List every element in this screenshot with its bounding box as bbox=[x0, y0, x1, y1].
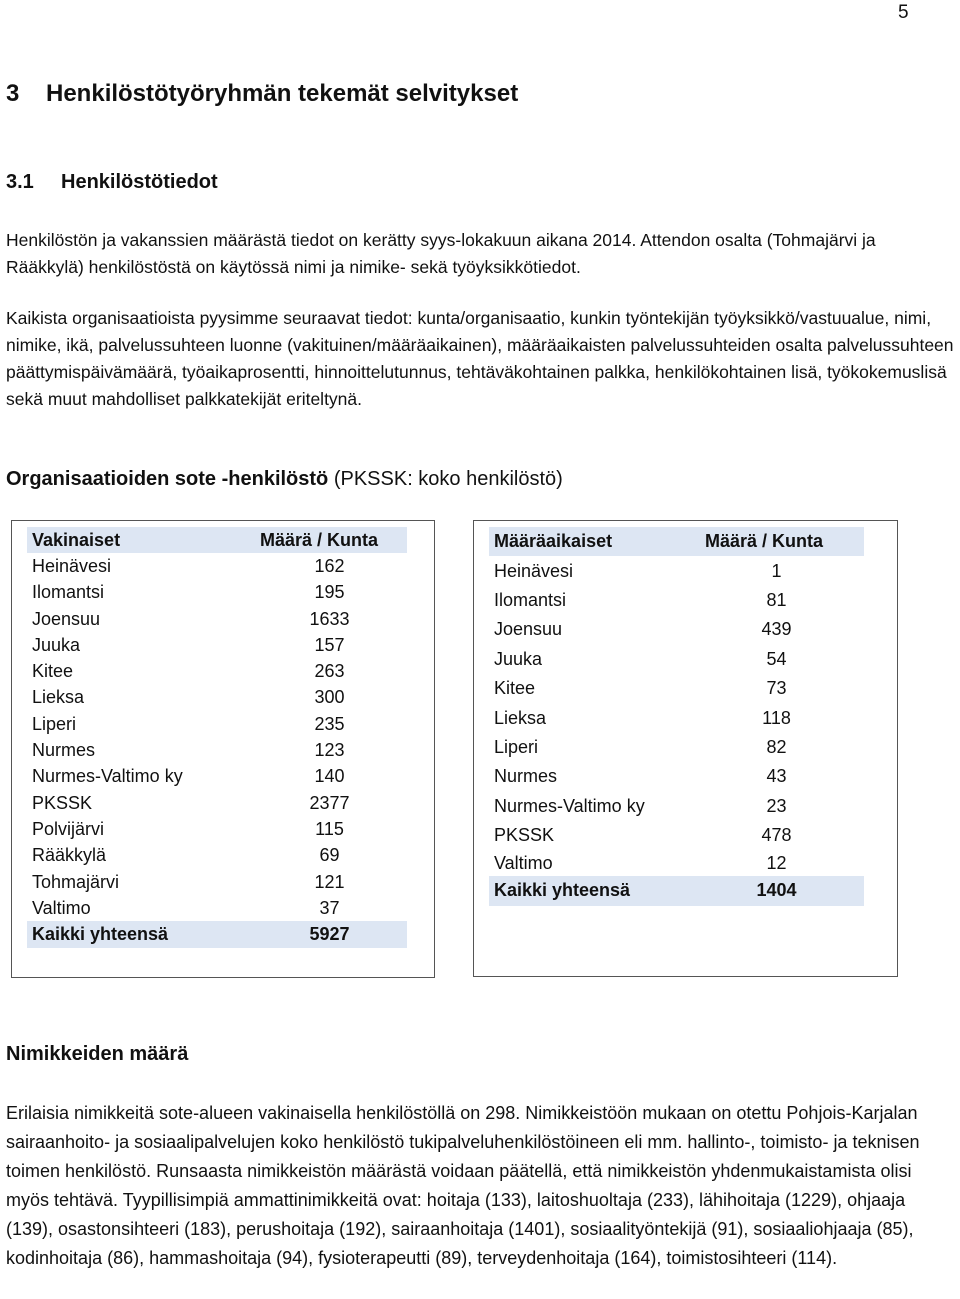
intro-paragraph: Henkilöstön ja vakanssien määrästä tiedot on kerätty syys-lokakuun aikana 2014. Attendon osalta (Tohmajärvi ja Rääkkylä) henkilöstöstä on käytössä nimi ja nimike- sekä työyksikkötiedot. bbox=[6, 230, 876, 277]
count-cell: 115 bbox=[315, 818, 344, 839]
count-cell: 118 bbox=[762, 707, 791, 728]
municipality-cell: Joensuu bbox=[494, 619, 563, 640]
table-total-row bbox=[27, 921, 407, 947]
count-cell: 121 bbox=[314, 871, 345, 892]
permanent-staff-table bbox=[27, 527, 407, 948]
count-cell: 73 bbox=[766, 678, 787, 699]
fixed-term-staff-table bbox=[489, 527, 864, 906]
chapter-number: 3 bbox=[6, 80, 20, 107]
table-row bbox=[27, 580, 407, 606]
job-titles-heading: Nimikkeiden määrä bbox=[6, 1043, 189, 1065]
count-cell: 5927 bbox=[309, 924, 350, 945]
table-row bbox=[27, 816, 407, 842]
municipality-cell: Määräaikaiset bbox=[494, 531, 613, 552]
municipality-cell: Nurmes-Valtimo ky bbox=[32, 766, 183, 787]
table-row bbox=[489, 850, 864, 876]
municipality-cell: Vakinaiset bbox=[32, 529, 121, 550]
municipality-cell: Kaikki yhteensä bbox=[494, 880, 631, 901]
table-row bbox=[27, 553, 407, 579]
count-cell: 54 bbox=[766, 648, 787, 669]
count-cell: 123 bbox=[314, 740, 345, 761]
staff-section-title-bold: Organisaatioiden sote -henkilöstö bbox=[6, 468, 329, 490]
staff-section-title-note: (PKSSK: koko henkilöstö) bbox=[328, 468, 563, 490]
table-row bbox=[27, 606, 407, 632]
count-cell: 235 bbox=[314, 713, 345, 734]
municipality-cell: Nurmes-Valtimo ky bbox=[494, 795, 645, 816]
count-cell: 12 bbox=[766, 852, 787, 873]
table-total-row bbox=[489, 876, 864, 905]
count-cell: 1404 bbox=[756, 880, 797, 901]
municipality-cell: PKSSK bbox=[32, 792, 93, 813]
count-cell: 81 bbox=[766, 589, 787, 610]
table-row bbox=[27, 790, 407, 816]
municipality-cell: Ilomantsi bbox=[32, 582, 105, 603]
municipality-cell: Tohmajärvi bbox=[32, 871, 120, 892]
municipality-cell: Juuka bbox=[494, 648, 543, 669]
municipality-cell: PKSSK bbox=[494, 825, 555, 846]
count-cell: 162 bbox=[314, 555, 345, 576]
table-row bbox=[27, 869, 407, 895]
table-row bbox=[489, 762, 864, 791]
municipality-cell: Lieksa bbox=[494, 707, 547, 728]
table-row bbox=[27, 737, 407, 763]
count-cell: 1633 bbox=[309, 608, 350, 629]
table-row bbox=[27, 843, 407, 869]
municipality-cell: Nurmes bbox=[494, 766, 558, 787]
table-row bbox=[489, 586, 864, 615]
count-cell: 300 bbox=[314, 687, 345, 708]
count-cell: 82 bbox=[766, 736, 787, 757]
section-number: 3.1 bbox=[6, 171, 34, 193]
municipality-cell: Kaikki yhteensä bbox=[32, 924, 169, 945]
count-cell: 37 bbox=[319, 897, 340, 918]
data-fields-paragraph: Kaikista organisaatioista pyysimme seuraavat tiedot: kunta/organisaatio, kunkin työntekijän työyksikkö/vastuualue, nimi, nimike, ikä, palvelussuhteen luonne (vakituinen/määräaikainen), määräaikaisten palvelussuhteiden osalta palvelussuhteen päättymispäivämäärä, työaikaprosentti, hinnoittelutunnus, tehtäväkohtainen palkka, henkilökohtainen lisä, työkokemuslisä sekä muut mahdolliset palkkatekijät eriteltynä. bbox=[6, 308, 954, 409]
table-row bbox=[489, 703, 864, 732]
count-cell: 157 bbox=[314, 634, 345, 655]
municipality-cell: Nurmes bbox=[32, 740, 96, 761]
table-row bbox=[27, 711, 407, 737]
municipality-cell: Joensuu bbox=[32, 608, 101, 629]
table-row bbox=[489, 615, 864, 644]
chapter-heading bbox=[6, 80, 518, 108]
table-row bbox=[27, 632, 407, 658]
count-cell: 23 bbox=[766, 795, 787, 816]
section-heading-title: Henkilöstötiedot bbox=[61, 171, 218, 193]
chapter-title: Henkilöstötyöryhmän tekemät selvitykset bbox=[46, 80, 519, 107]
municipality-cell: Kitee bbox=[494, 678, 536, 699]
count-cell: 140 bbox=[314, 766, 345, 787]
table-header-row bbox=[27, 527, 407, 553]
count-cell: 1 bbox=[771, 560, 782, 581]
count-cell: 2377 bbox=[309, 792, 350, 813]
table-row bbox=[489, 733, 864, 762]
section-heading bbox=[6, 171, 218, 194]
municipality-cell: Ilomantsi bbox=[494, 589, 567, 610]
municipality-cell: Rääkkylä bbox=[32, 845, 107, 866]
table-row bbox=[489, 821, 864, 850]
job-titles-paragraph: Erilaisia nimikkeitä sote-alueen vakinaisella henkilöstöllä on 298. Nimikkeistöön mukaan on otettu Pohjois-Karjalan sairaanhoito- ja sosiaalipalvelujen koko henkilöstö tukipalveluhenkilöstöineen eli mm. hallinto-, toimisto- ja teknisen toimen henkilöstö. Runsaasta nimikkeistön määrästä voidaan päätellä, että nimikkeistön yhdenmukaistamista olisi myös tehtävä. Tyypillisimpiä ammattinimikkeitä ovat: hoitaja (133), laitoshuoltaja (233), lähihoitaja (1229), ohjaaja (139), osastonsihteeri (183), perushoitaja (192), sairaanhoitaja (1401), sosiaalityöntekijä (91), sosiaaliohjaaja (85), kodinhoitaja (86), hammashoitaja (94), fysioterapeutti (89), terveydenhoitaja (164), toimistosihteeri (114). bbox=[6, 1103, 920, 1268]
table-header-row bbox=[489, 527, 864, 556]
count-cell: 69 bbox=[319, 845, 340, 866]
municipality-cell: Liperi bbox=[32, 713, 77, 734]
municipality-cell: Heinävesi bbox=[494, 560, 574, 581]
page-number: 5 bbox=[898, 2, 909, 23]
municipality-cell: Liperi bbox=[494, 736, 539, 757]
table-row bbox=[27, 895, 407, 921]
table-row bbox=[27, 764, 407, 790]
table-row bbox=[489, 556, 864, 585]
count-cell: 439 bbox=[761, 619, 792, 640]
count-cell: 43 bbox=[766, 766, 787, 787]
count-cell: Määrä / Kunta bbox=[705, 531, 824, 552]
municipality-cell: Lieksa bbox=[32, 687, 85, 708]
table-row bbox=[27, 685, 407, 711]
municipality-cell: Polvijärvi bbox=[32, 818, 105, 839]
table-row bbox=[489, 645, 864, 674]
table-row bbox=[27, 658, 407, 684]
municipality-cell: Heinävesi bbox=[32, 555, 112, 576]
count-cell: Määrä / Kunta bbox=[260, 529, 379, 550]
count-cell: 478 bbox=[761, 825, 792, 846]
table-row bbox=[489, 674, 864, 703]
municipality-cell: Kitee bbox=[32, 661, 74, 682]
municipality-cell: Valtimo bbox=[494, 852, 553, 873]
staff-section-title bbox=[6, 468, 563, 491]
count-cell: 195 bbox=[314, 582, 345, 603]
table-row bbox=[489, 792, 864, 821]
municipality-cell: Valtimo bbox=[32, 897, 91, 918]
count-cell: 263 bbox=[314, 661, 345, 682]
municipality-cell: Juuka bbox=[32, 634, 81, 655]
